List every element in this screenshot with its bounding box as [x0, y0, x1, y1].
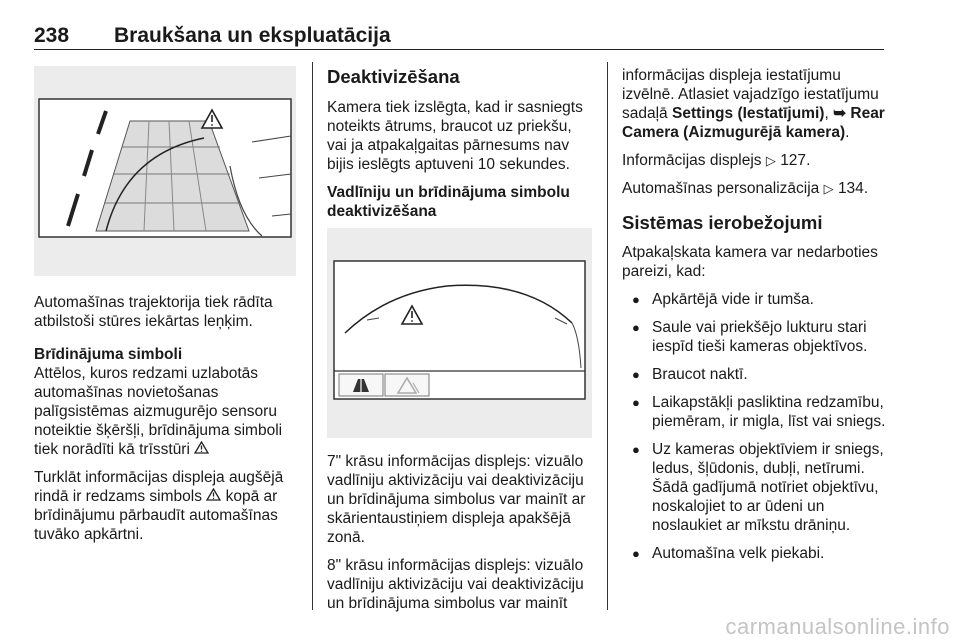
warning-symbols-paragraph: Attēlos, kuros redzami uzlabotās automašīnas novietošanas palīgsistēmas aizmugurējo sensoru noteiktie šķēršļi, brīdinājuma simboli tiek norādīti kā trīsstūri	[34, 365, 283, 458]
list-item: ● Automašīna velk piekabi.	[622, 544, 886, 563]
column-middle-top	[327, 98, 592, 230]
list-item: ● Uz kameras objektīviem ir sniegs, ledus, šļūdonis, dubļi, netīrumi. Šādā gadījumā notīriet objektīvu, noskalojiet to ar ūdeni un noslaukiet ar mīkstu drāniņu.	[622, 440, 886, 535]
guidelines-toggle-button[interactable]	[339, 374, 383, 396]
list-item: ● Braucot naktī.	[622, 365, 886, 384]
column-divider-left	[312, 62, 313, 610]
info-display-reference-end: .	[806, 152, 811, 169]
rear-camera-guidelines-figure	[34, 66, 296, 276]
page-header	[34, 14, 884, 50]
rear-camera-menu-label: Rear Camera (Aizmugurējā kamera)	[622, 105, 885, 141]
info-display-reference: Informācijas displejs	[622, 152, 762, 169]
column-divider-right	[607, 62, 608, 610]
list-item: ● Apkārtējā vide ir tumša.	[622, 290, 886, 309]
display-illustration	[327, 228, 592, 438]
settings-menu-paragraph: informācijas displeja iestatījumu izvēlnē. Atlasiet vajadzīgo iestatījumu sadaļā	[622, 67, 879, 122]
list-item: ● Laikapstākļi pasliktina redzamību, piemēram, ir migla, līst vai sniegs.	[622, 393, 886, 431]
page-title: Braukšana un ekspluatācija	[114, 24, 391, 47]
column-left	[34, 293, 296, 553]
page-reference-icon: ▷	[823, 181, 834, 196]
eight-inch-display-paragraph: 8" krāsu informācijas displejs: vizuālo vadlīniju aktivizāciju vai deaktivizāciju un brīdinājuma simbolus var mainīt	[327, 557, 584, 612]
warning-symbols-toggle-button[interactable]	[385, 374, 429, 396]
personalization-reference-end: .	[863, 180, 869, 197]
column-middle-bottom	[327, 452, 592, 622]
page-reference-icon: ▷	[765, 153, 776, 168]
system-limitations-heading: Sistēmas ierobežojumi	[622, 212, 823, 233]
figure-caption: Automašīnas trajektorija tiek rādīta atbilstoši stūres iekārtas leņķim.	[34, 294, 273, 330]
warning-triangle-icon	[194, 441, 209, 454]
settings-separator: ,	[824, 105, 829, 122]
list-item: ● Saule vai priekšējo lukturu stari iespīd tieši kameras objektīvos.	[622, 318, 886, 356]
personalization-reference-page[interactable]: 134	[837, 180, 864, 197]
personalization-reference: Automašīnas personalizācija	[622, 180, 820, 197]
info-display-reference-page[interactable]: 127	[780, 152, 807, 169]
camera-view-illustration	[34, 66, 296, 276]
settings-paragraph-end: .	[845, 124, 850, 141]
deactivation-heading: Deaktivizēšana	[327, 66, 460, 87]
limitations-intro: Atpakaļskata kamera var nedarboties pareizi, kad:	[622, 244, 878, 280]
display-toggle-figure	[327, 228, 592, 438]
guidelines-deactivation-subheading: Vadlīniju un brīdinājuma simbolu deaktivizēšana	[327, 184, 570, 220]
seven-inch-display-paragraph: 7" krāsu informācijas displejs: vizuālo vadlīniju aktivizāciju vai deaktivizāciju un brīdinājuma simbolus var mainīt ar skārientaustiņiem displeja apakšējā zonā.	[327, 453, 586, 546]
warning-symbols-heading: Brīdinājuma simboli	[34, 346, 183, 363]
column-right	[622, 66, 886, 572]
menu-arrow-icon: ➥	[833, 105, 847, 122]
watermark: carmanualsonline.info	[725, 614, 950, 639]
deactivation-paragraph: Kamera tiek izslēgta, kad ir sasniegts noteikts ātrums, braucot uz priekšu, vai ja atpakaļgaitas pārnesums nav bijis ieslēgts aptuveni 10 sekundes.	[327, 99, 583, 173]
settings-menu-label: Settings (Iestatījumi)	[672, 105, 825, 122]
display-symbol-paragraph-end: kopā ar brīdinājumu pārbaudīt automašīnas tuvāko apkārtni.	[34, 488, 278, 543]
deactivation-heading-block	[327, 66, 592, 88]
warning-triangle-icon	[206, 488, 221, 501]
limitations-list	[622, 290, 886, 563]
display-symbol-paragraph-start: Turklāt informācijas displeja augšējā rindā ir redzams simbols	[34, 469, 284, 505]
page-number: 238	[34, 24, 70, 47]
